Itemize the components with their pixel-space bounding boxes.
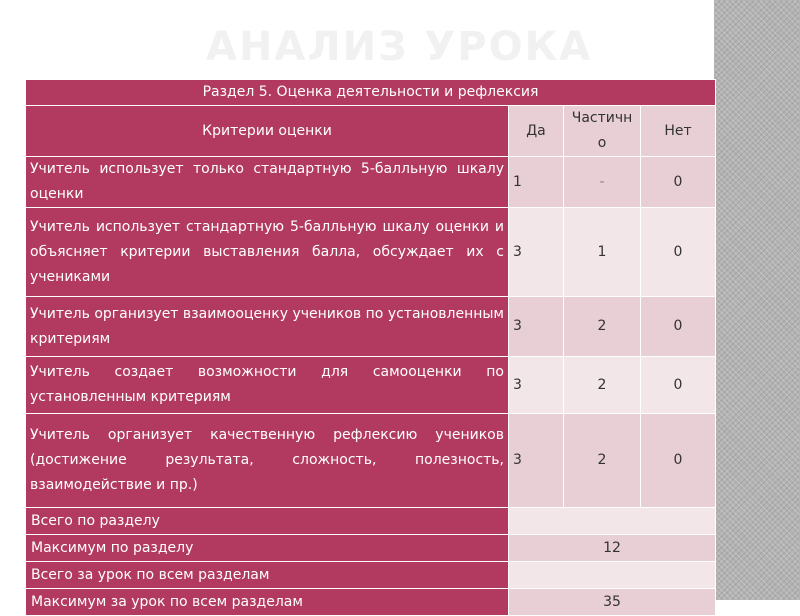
table-row: [26, 414, 716, 508]
summary-value: [509, 508, 716, 535]
no-header: Нет: [641, 106, 716, 157]
table-row: [26, 357, 716, 414]
no-score: 0: [641, 414, 716, 508]
yes-score: 3: [509, 357, 564, 414]
evaluation-table: [25, 79, 716, 616]
summary-value: [509, 562, 716, 589]
summary-row: [26, 535, 716, 562]
summary-row: [26, 562, 716, 589]
section-header-row: [26, 80, 716, 106]
partial-score: 2: [564, 357, 641, 414]
summary-label: Максимум по разделу: [26, 535, 509, 562]
no-score: 0: [641, 157, 716, 208]
summary-label: Всего за урок по всем разделам: [26, 562, 509, 589]
section-title: Раздел 5. Оценка деятельности и рефлексия: [26, 80, 716, 106]
no-score: 0: [641, 208, 716, 297]
criterion-text: Учитель организует качественную рефлексию учеников (достижение результата, сложность, полезность, взаимодействие и пр.): [26, 414, 509, 508]
partial-score: 2: [564, 297, 641, 357]
criterion-text: Учитель использует стандартную 5-балльную шкалу оценки и объясняет критерии выставления балла, обсуждает их с учениками: [26, 208, 509, 297]
criterion-text: Учитель организует взаимооценку учеников по установленным критериям: [26, 297, 509, 357]
column-header-row: [26, 106, 716, 157]
partial-score: 1: [564, 208, 641, 297]
yes-score: 1: [509, 157, 564, 208]
table-row: [26, 157, 716, 208]
partial-score: -: [564, 157, 641, 208]
summary-label: Всего по разделу: [26, 508, 509, 535]
criterion-text: Учитель использует только стандартную 5-балльную шкалу оценки: [26, 157, 509, 208]
slide-title: АНАЛИЗ УРОКА: [206, 24, 593, 70]
yes-score: 3: [509, 414, 564, 508]
table-row: [26, 297, 716, 357]
summary-row: [26, 589, 716, 616]
yes-score: 3: [509, 208, 564, 297]
summary-row: [26, 508, 716, 535]
no-score: 0: [641, 297, 716, 357]
criterion-text: Учитель создает возможности для самооценки по установленным критериям: [26, 357, 509, 414]
summary-label: Максимум за урок по всем разделам: [26, 589, 509, 616]
summary-value: 12: [509, 535, 716, 562]
yes-score: 3: [509, 297, 564, 357]
summary-value: 35: [509, 589, 716, 616]
criteria-header: Критерии оценки: [26, 106, 509, 157]
partial-score: 2: [564, 414, 641, 508]
decorative-side-stripe: [714, 0, 800, 600]
table-row: [26, 208, 716, 297]
yes-header: Да: [509, 106, 564, 157]
no-score: 0: [641, 357, 716, 414]
partial-header: Частично: [564, 106, 641, 157]
